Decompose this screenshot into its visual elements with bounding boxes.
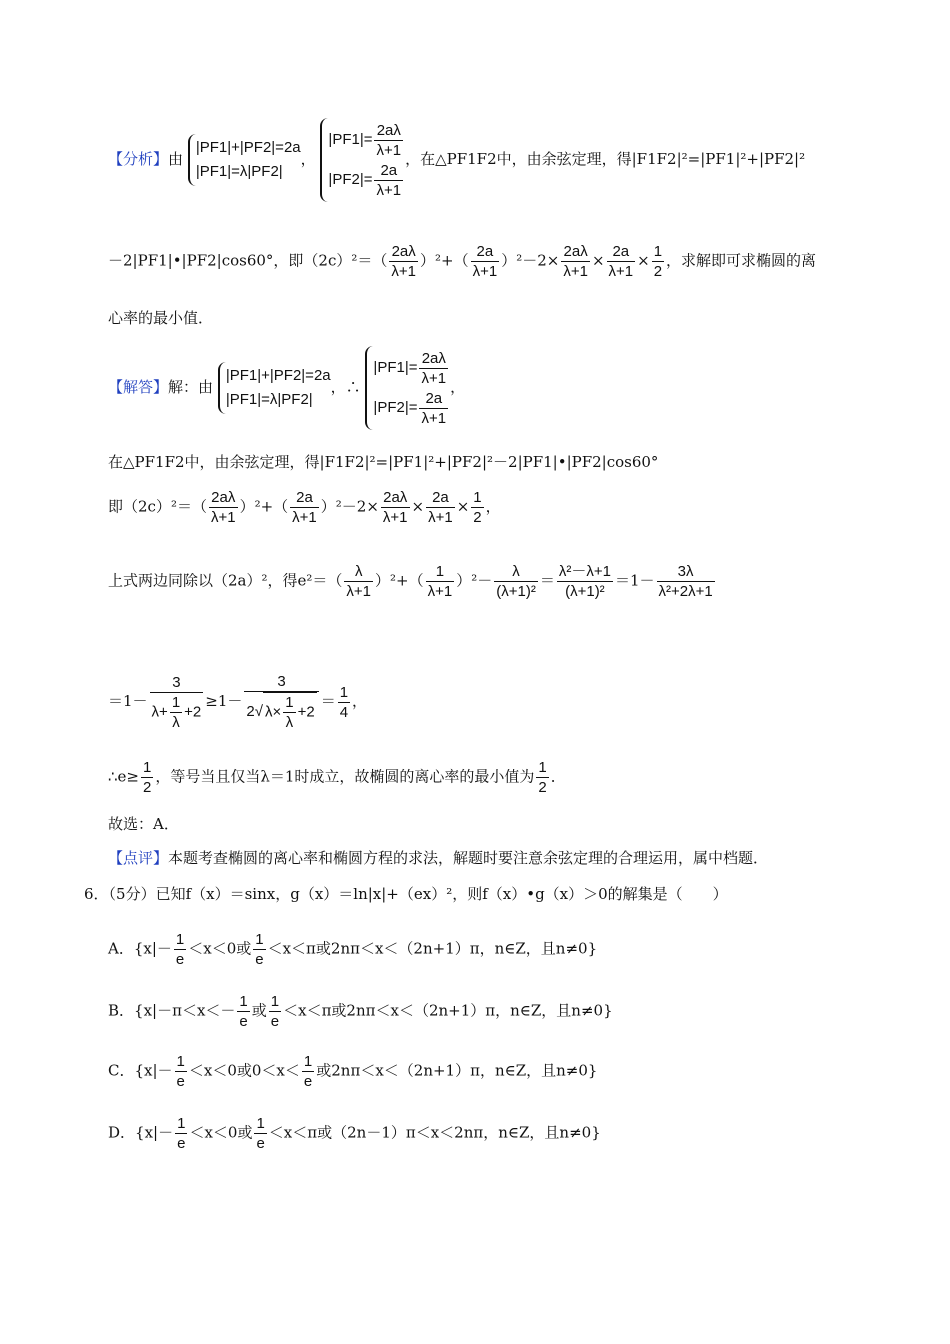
solution-line-4 — [108, 562, 717, 601]
question-6-stem: 6．（5分）已知f（x）＝sinx，g（x）＝ln|x|+（ex）²，则f（x）•g（x）＞0的解集是（ ） — [84, 885, 728, 903]
fraction: $\frac{2a}{\lambda+1}$ — [472, 243, 498, 280]
times: × — [411, 497, 425, 516]
option-a: A．{x|－ $\frac{1}{e}$ ＜x＜0或 $\frac{1}{e}$ ＜x＜π或2nπ＜x＜（2n+1）π，n∈Z，且n≠0} — [108, 931, 598, 968]
solution-line-6 — [108, 758, 566, 797]
text: ∴e≥ — [108, 767, 139, 786]
fraction: $\frac{2a}{\lambda+1}$ — [608, 243, 634, 280]
equals: ＝ — [320, 692, 336, 710]
analysis-line-2 — [108, 242, 816, 281]
solution-line-5 — [108, 672, 367, 732]
solution-row-1: |PF1|= $\frac{2a\lambda}{\lambda+1}$ — [373, 349, 447, 387]
fraction-inner: $\frac{1}{\lambda}$ — [285, 694, 294, 731]
fraction: $\frac{1}{e}$ — [239, 993, 248, 1030]
review-text: 本题考查椭圆的离心率和椭圆方程的求法，解题时要注意余弦定理的合理运用，属中档题． — [168, 849, 769, 867]
text: 即（2c）²＝（ — [108, 497, 207, 516]
therefore: ，∴ — [330, 378, 361, 396]
option-d: D．{x|－ $\frac{1}{e}$ ＜x＜0或 $\frac{1}{e}$ ＜x＜π或（2n－1）π＜x＜2nπ，n∈Z，且n≠0} — [108, 1115, 601, 1152]
text: 上式两边同除以（2a）²，得e²＝（ — [108, 571, 343, 590]
fraction-half: $\frac{1}{2}$ — [653, 243, 663, 280]
fraction: $\frac{1}{e}$ — [176, 1053, 185, 1090]
solution-line-1 — [108, 346, 465, 430]
analysis-line-1 — [108, 118, 805, 202]
fraction: $\frac{1}{e}$ — [256, 1115, 265, 1152]
system-row-1: |PF1|+|PF2|=2a — [195, 139, 301, 156]
text: ． — [550, 767, 566, 786]
text: ）²+（ — [419, 251, 469, 270]
review-line — [108, 848, 768, 868]
analysis-line-3: 心率的最小值． — [108, 309, 214, 327]
fraction: $\frac{1}{e}$ — [303, 1053, 313, 1090]
fraction: 3 λ+ $\frac{1}{\lambda}$ +2 — [151, 673, 202, 731]
fraction: 3 2√ λ× $\frac{1}{\lambda}$ +2 — [244, 672, 318, 732]
solution-row-2: |PF2|= $\frac{2a}{\lambda+1}$ — [373, 389, 447, 427]
analysis-cosine-rule: ，在△PF1F2中，由余弦定理，得|F1F2|²=|PF1|²+|PF2|² — [405, 150, 806, 168]
fraction: $\frac{1}{\lambda+1}$ — [427, 563, 453, 600]
fraction: $\frac{2a}{\lambda+1}$ — [421, 389, 447, 427]
fraction: $\frac{2a\lambda}{\lambda+1}$ — [376, 121, 402, 159]
text: ）²－ — [456, 571, 493, 590]
text: ）²+（ — [375, 571, 424, 590]
fraction-half: $\frac{1}{2}$ — [473, 489, 482, 526]
text: ）²+（ — [239, 497, 289, 516]
review-tag: 【点评】 — [108, 849, 169, 867]
fraction: $\frac{2a\lambda}{\lambda+1}$ — [382, 489, 408, 526]
analysis-prefix: 由 — [168, 150, 184, 168]
solution-row-1 — [328, 120, 405, 160]
system-row-2: |PF1|=λ|PF2| — [195, 163, 283, 180]
fraction: $\frac{1}{e}$ — [270, 993, 280, 1030]
fraction: $\frac{2a\lambda}{\lambda+1}$ — [421, 349, 447, 387]
times: × — [637, 251, 650, 270]
comma: ， — [300, 150, 316, 168]
solution-line-2: 在△PF1F2中，由余弦定理，得|F1F2|²=|PF1|²+|PF2|²－2|PF1|•|PF2|cos60° — [108, 453, 659, 471]
lhs-pf2: |PF2|= — [328, 171, 373, 188]
fraction: $\frac{2a}{\lambda+1}$ — [428, 489, 453, 526]
fraction: $\frac{1}{e}$ — [177, 1115, 186, 1152]
text: 解：由 — [168, 378, 214, 396]
text: ≥1－ — [205, 692, 243, 710]
fraction: $\frac{\lambda}{\lambda+1}$ — [346, 563, 372, 600]
fraction: $\frac{2a}{\lambda+1}$ — [376, 161, 402, 199]
fraction: $\frac{1}{e}$ — [255, 931, 264, 968]
equation-system-given — [218, 362, 331, 414]
equation-system-solution — [320, 118, 405, 202]
fraction: $\frac{3\lambda}{\text{λ²+2λ+1}}$ — [658, 563, 713, 600]
times: × — [456, 497, 470, 516]
solution-line-3 — [108, 488, 501, 527]
fraction: $\frac{2a\lambda}{\lambda+1}$ — [210, 489, 236, 526]
option-c: C．{x|－ $\frac{1}{e}$ ＜x＜0或0＜x＜ $\frac{1}{e}$ 或2nπ＜x＜（2n+1）π，n∈Z，且n≠0} — [108, 1053, 598, 1090]
option-b: B．{x|－π＜x＜－ $\frac{1}{e}$ 或 $\frac{1}{e}$ ＜x＜π或2nπ＜x＜（2n+1）π，n∈Z，且n≠0} — [108, 993, 613, 1030]
choice-line: 故选：A． — [108, 815, 179, 833]
text: ， — [352, 692, 368, 710]
fraction-inner: $\frac{1}{\lambda}$ — [171, 693, 181, 731]
analysis-tag: 【分析】 — [108, 150, 169, 168]
text: ＝1－ — [614, 571, 655, 590]
system-row-1: |PF1|+|PF2|=2a — [225, 367, 331, 384]
fraction: $\frac{2a\lambda}{\lambda+1}$ — [391, 243, 416, 280]
lhs-pf1: |PF1|= — [328, 131, 373, 148]
equation-system-solution — [365, 346, 450, 430]
equation-system-given — [188, 134, 301, 186]
radical: λ× $\frac{1}{\lambda}$ +2 — [264, 694, 315, 731]
fraction: $\frac{2a\lambda}{\lambda+1}$ — [563, 243, 588, 280]
fraction: $\frac{\lambda}{\text{(λ+1)²}}$ — [496, 563, 536, 600]
fraction: $\frac{2a}{\lambda+1}$ — [292, 489, 317, 526]
fraction-half: $\frac{1}{2}$ — [143, 759, 152, 796]
fraction-quarter: $\frac{1}{4}$ — [339, 683, 349, 721]
fraction-half: $\frac{1}{2}$ — [538, 759, 547, 796]
fraction: $\frac{1}{e}$ — [175, 931, 185, 968]
text: ＝1－ — [108, 692, 148, 710]
text: ， — [450, 378, 466, 396]
text: ，等号当且仅当λ＝1时成立，故椭圆的离心率的最小值为 — [155, 767, 535, 786]
system-row-2: |PF1|=λ|PF2| — [225, 391, 313, 408]
text: ）²－2× — [320, 497, 379, 516]
text: ，求解即可求椭圆的离 — [666, 251, 817, 270]
fraction: $\frac{\text{λ²－λ+1}}{\text{(λ+1)²}}$ — [558, 563, 611, 600]
times: × — [591, 251, 605, 270]
text: －2|PF1|•|PF2|cos60°，即（2c）²＝（ — [108, 251, 388, 270]
equals: ＝ — [539, 571, 555, 590]
solution-tag: 【解答】 — [108, 378, 169, 396]
text: ， — [485, 497, 501, 516]
solution-row-2 — [328, 160, 405, 200]
text: ）²－2× — [501, 251, 560, 270]
